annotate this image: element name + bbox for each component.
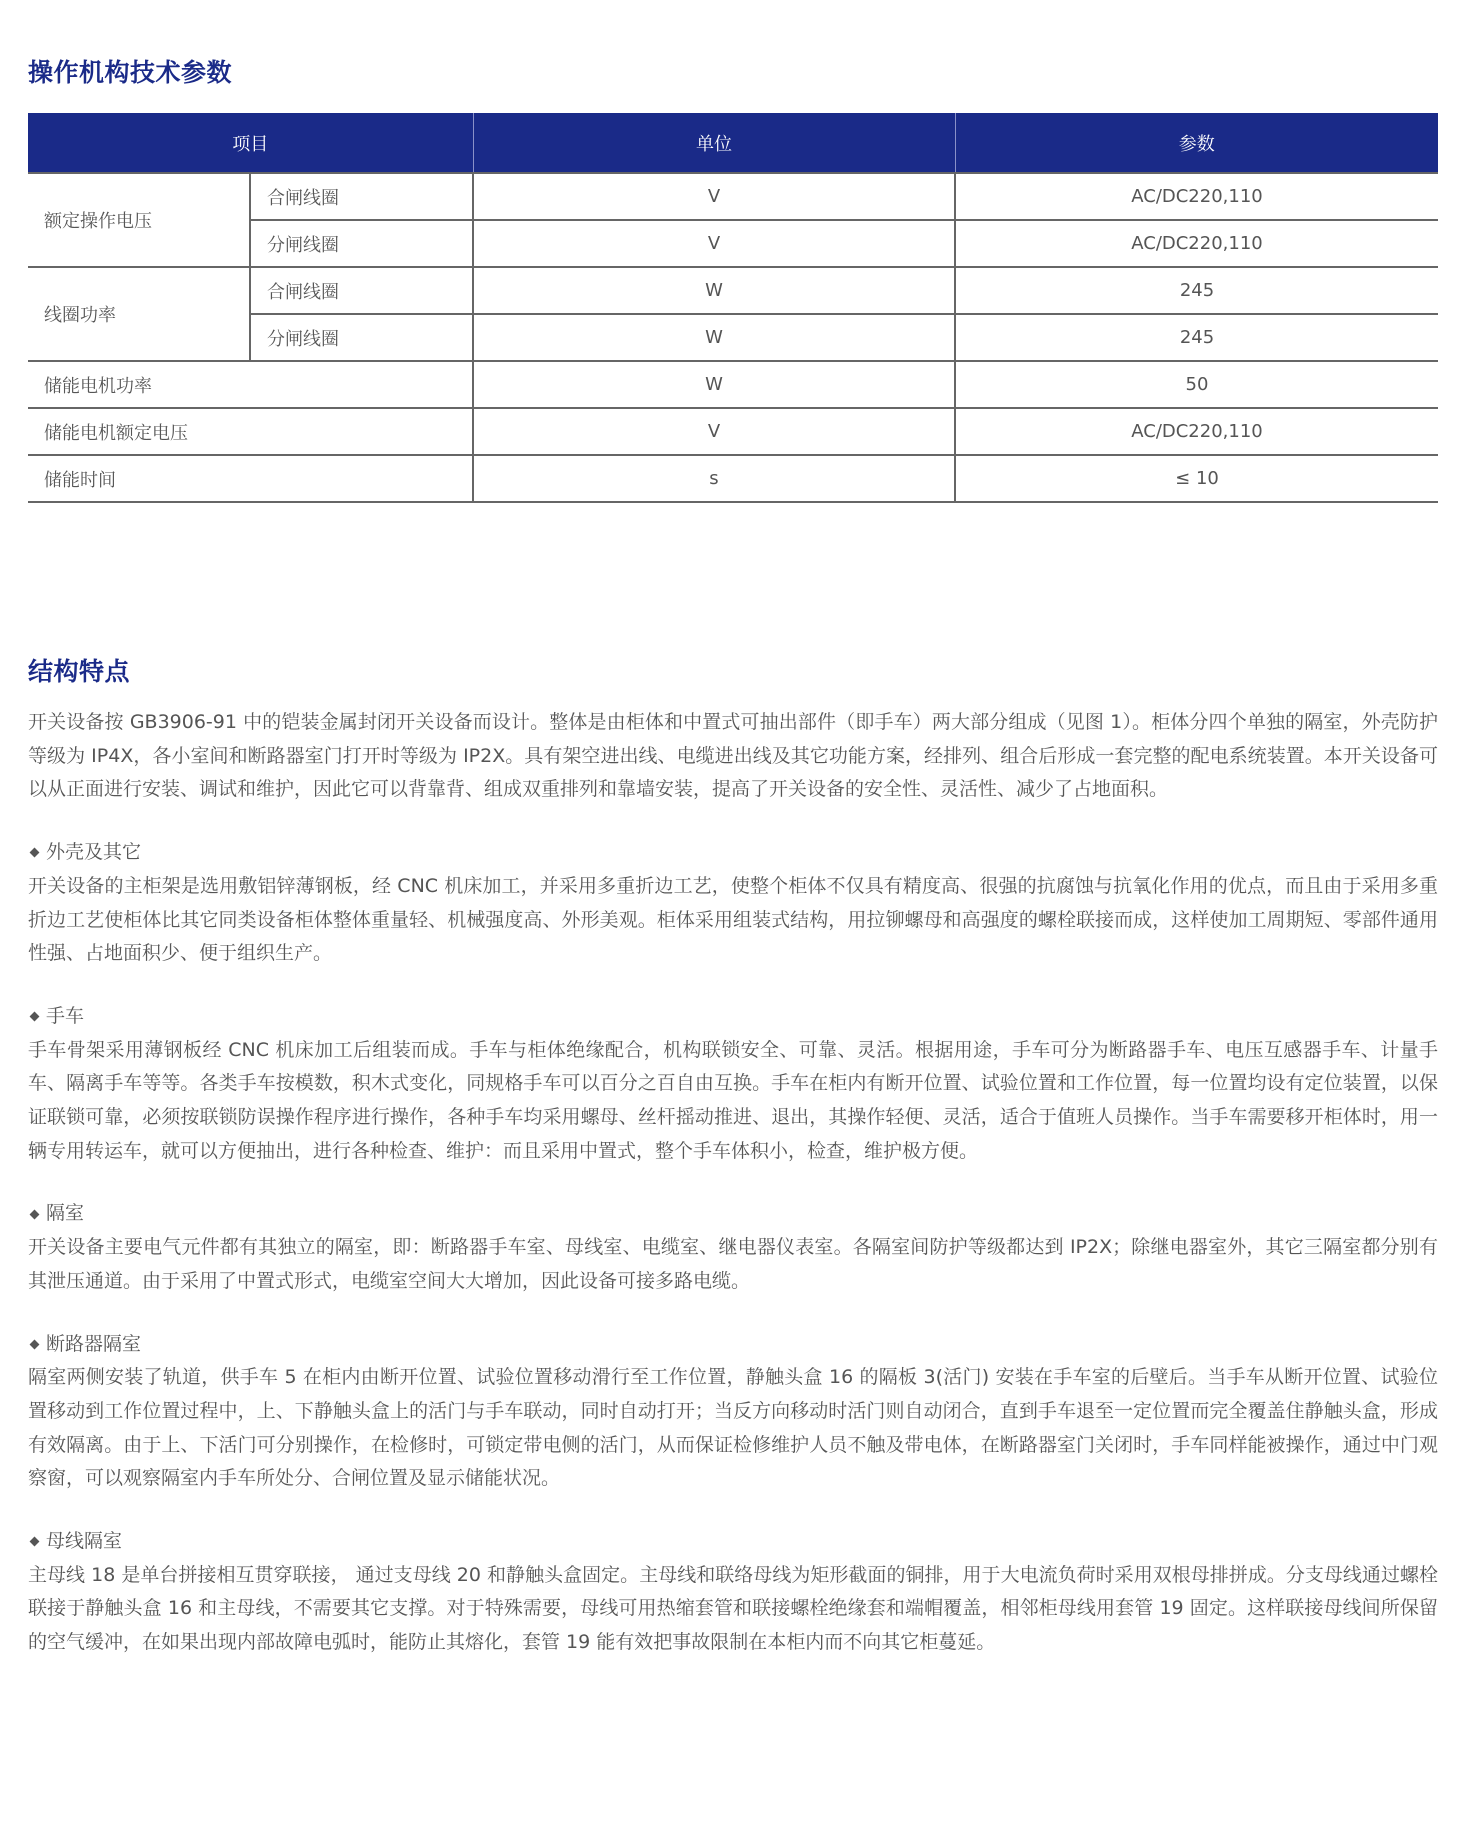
feature-paragraph: 开关设备的主柜架是选用敷铝锌薄钢板，经 CNC 机床加工，并采用多重折边工艺，使整个柜体不仅具有精度高、很强的抗腐蚀与抗氧化作用的优点，而且由于采用多重折边工艺使柜体比其它同类设备柜体整体重量轻、机械强度高、外形美观。柜体采用组装式结构，用拉铆螺母和高强度的螺栓联接而成，这样使加工周期短、零部件通用性强、占地面积少、便于组织生产。 [28,874,1438,965]
row-group-label: 额定操作电压 [28,173,250,267]
feature-heading-text: 外壳及其它 [46,841,142,864]
row-unit: V [473,408,955,455]
feature-heading [28,1328,1438,1362]
row-item-label: 储能电机额定电压 [28,408,473,455]
table-row [28,267,1438,314]
table-header-row [28,113,1438,173]
section-title-structure-features: 结构特点 [28,657,131,686]
feature-paragraph: 隔室两侧安装了轨道，供手车 5 在柜内由断开位置、试验位置移动滑行至工作位置，静触头盒 16 的隔板 3(活门) 安装在手车室的后壁后。当手车从断开位置、试验位置移动到工作位置过程中，上、下静触头盒上的活门与手车联动，同时自动打开；当反方向移动时活门则自动闭合，直到手车退至一定位置而完全覆盖住静触头盒，形成有效隔离。由于上、下活门可分别操作，在检修时，可锁定带电侧的活门，从而保证检修维护人员不触及带电体，在断路器室门关闭时，手车同样能被操作，通过中门观察窗，可以观察隔室内手车所处分、合闸位置及显示储能状况。 [28,1366,1438,1490]
row-unit: W [473,361,955,408]
intro-paragraph: 开关设备按 GB3906-91 中的铠装金属封闭开关设备而设计。整体是由柜体和中置式可抽出部件（即手车）两大部分组成（见图 1）。柜体分四个单独的隔室，外壳防护等级为 IP4X，各小室间和断路器室门打开时等级为 IP2X。具有架空进出线、电缆进出线及其它功能方案，经排列、组合后形成一套完整的配电系统装置。本开关设备可以从正面进行安装、调试和维护，因此它可以背靠背、组成双重排列和靠墙安装，提高了开关设备的安全性、灵活性、减少了占地面积。 [28,711,1438,801]
feature-compartment [28,1197,1438,1298]
feature-heading-text: 隔室 [46,1202,85,1225]
table-row [28,361,1438,408]
row-value: ≤ 10 [955,455,1438,502]
feature-busbar-compartment [28,1525,1438,1660]
diamond-bullet-icon [30,1339,40,1349]
row-value: 245 [955,267,1438,314]
row-value: 245 [955,314,1438,361]
section-title-operating-mechanism: 操作机构技术参数 [28,58,233,87]
feature-heading [28,1197,1438,1231]
intro-block [28,706,1438,807]
header-item: 项目 [28,113,473,173]
row-sub-label: 合闸线圈 [250,173,473,220]
row-sub-label: 合闸线圈 [250,267,473,314]
feature-breaker-compartment [28,1328,1438,1497]
row-value: AC/DC220,110 [955,173,1438,220]
structure-content [28,706,1438,1689]
feature-heading [28,836,1438,870]
row-sub-label: 分闸线圈 [250,314,473,361]
row-value: 50 [955,361,1438,408]
row-sub-label: 分闸线圈 [250,220,473,267]
feature-enclosure [28,836,1438,971]
row-unit: W [473,267,955,314]
table-row [28,408,1438,455]
row-item-label: 储能电机功率 [28,361,473,408]
diamond-bullet-icon [30,1209,40,1219]
header-unit: 单位 [473,113,955,173]
row-value: AC/DC220,110 [955,220,1438,267]
feature-heading-text: 手车 [46,1004,85,1027]
row-value: AC/DC220,110 [955,408,1438,455]
feature-paragraph: 主母线 18 是单台拼接相互贯穿联接， 通过支母线 20 和静触头盒固定。主母线和联络母线为矩形截面的铜排，用于大电流负荷时采用双根母排拼成。分支母线通过螺栓联接于静触头盒 16 和主母线，不需要其它支撑。对于特殊需要，母线可用热缩套管和联接螺栓绝缘套和端帽覆盖，相邻柜母线用套管 19 固定。这样联接母线间所保留的空气缓冲，在如果出现内部故障电弧时，能防止其熔化，套管 19 能有效把事故限制在本柜内而不向其它柜蔓延。 [28,1563,1438,1654]
table-row [28,173,1438,220]
row-unit: V [473,173,955,220]
feature-paragraph: 开关设备主要电气元件都有其独立的隔室，即：断路器手车室、母线室、电缆室、继电器仪表室。各隔室间防护等级都达到 IP2X；除继电器室外，其它三隔室都分别有其泄压通道。由于采用了中置式形式，电缆室空间大大增加，因此设备可接多路电缆。 [28,1236,1438,1292]
table-row [28,455,1438,502]
row-unit: W [473,314,955,361]
feature-heading-text: 断路器隔室 [46,1332,142,1355]
feature-heading-text: 母线隔室 [46,1530,123,1553]
diamond-bullet-icon [30,1012,40,1022]
row-unit: s [473,455,955,502]
row-item-label: 储能时间 [28,455,473,502]
spec-table [28,113,1438,503]
row-group-label: 线圈功率 [28,267,250,361]
diamond-bullet-icon [30,1537,40,1547]
feature-handcart [28,1000,1438,1169]
feature-heading [28,1525,1438,1559]
feature-heading [28,1000,1438,1034]
feature-paragraph: 手车骨架采用薄钢板经 CNC 机床加工后组装而成。手车与柜体绝缘配合，机构联锁安全、可靠、灵活。根据用途，手车可分为断路器手车、电压互感器手车、计量手车、隔离手车等等。各类手车按模数，积木式变化，同规格手车可以百分之百自由互换。手车在柜内有断开位置、试验位置和工作位置，每一位置均设有定位装置，以保证联锁可靠，必须按联锁防误操作程序进行操作，各种手车均采用螺母、丝杆摇动推进、退出，其操作轻便、灵活，适合于值班人员操作。当手车需要移开柜体时，用一辆专用转运车，就可以方便抽出，进行各种检查、维护：而且采用中置式，整个手车体积小，检查，维护极方便。 [28,1038,1438,1162]
row-unit: V [473,220,955,267]
diamond-bullet-icon [30,848,40,858]
header-value: 参数 [955,113,1438,173]
